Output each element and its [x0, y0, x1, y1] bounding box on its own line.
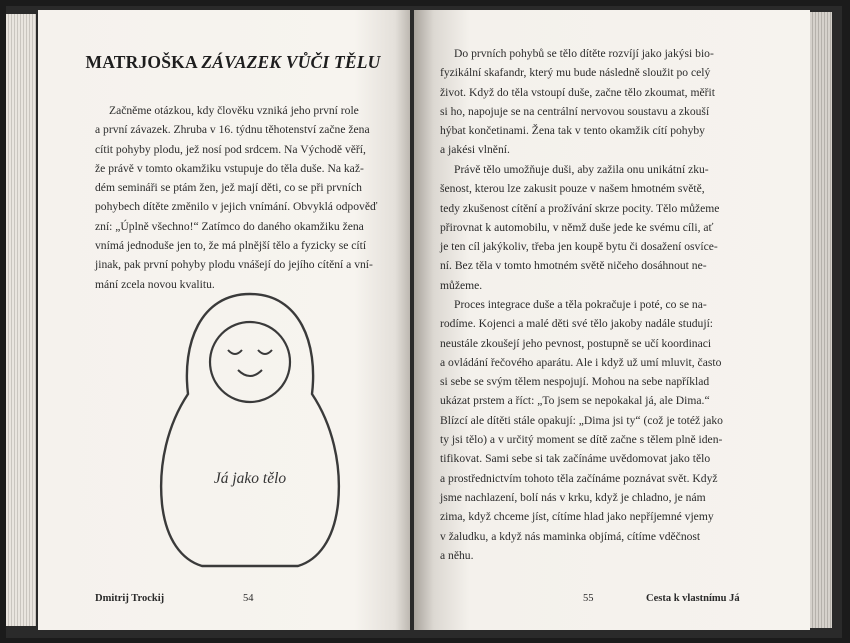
chapter-title [78, 52, 388, 73]
text-line: ukázat prstem a říct: „To jsem se nepokakal já, ale Dima.“ [440, 394, 710, 408]
text-line: si ho, napojuje se na centrální nervovou soustavu a zkouší [440, 104, 710, 118]
text-line: cítit pohyby plodu, jež nosí pod srdcem. Na Východě věří, [95, 142, 366, 156]
doll-face [210, 322, 290, 402]
text-line: a prostřednictvím tohoto těla začínáme poznávat svět. Když [440, 471, 718, 485]
text-line: a ovládání řečového aparátu. Ale i když už umí mluvit, často [440, 355, 722, 369]
footer-book-title: Cesta k vlastnímu Já [646, 593, 740, 604]
text-line: zní: „Úplně všechno!“ Zatímco do daného okamžiku žena [95, 219, 364, 233]
text-line: Blízcí ale dítěti stále opakují: „Dima jsi ty“ (což je totéž jako [440, 413, 723, 427]
text-line: můžeme. [440, 278, 483, 292]
matryoshka-doll-illustration [158, 292, 342, 568]
text-line: zima, když chceme jíst, cítíme hlad jako nepříjemné vjemy [440, 510, 714, 524]
title-emphasis: ZÁVAZEK VŮČI TĚLU [201, 52, 381, 72]
text-line: život. Když do těla vstoupí duše, začne tělo zkoumat, měřit [440, 85, 715, 99]
doll-label: Já jako tělo [213, 470, 287, 487]
text-line: Do prvních pohybů se tělo dítěte rozvíjí jako jakýsi bio- [454, 47, 714, 60]
text-line: Začněme otázkou, kdy člověku vzniká jeho první role [109, 104, 359, 117]
doll-outline [161, 294, 339, 566]
doll-left-eye [228, 350, 242, 354]
text-line: tedy zkušenost cítění a prožívání skrze pocity. Tělo můžeme [440, 201, 720, 215]
text-line: ní. Bez těla v tomto hmotném světě ničeho dosáhnout ne- [440, 259, 707, 273]
text-line: dém semináři se ptám žen, jež mají děti, co se při prvních [95, 181, 362, 195]
text-line: a něhu. [440, 548, 474, 562]
text-line: je ten cíl jakýkoliv, třeba jen koupě bytu či dosažení osvíce- [440, 240, 718, 254]
right-paragraph-2 [440, 160, 742, 295]
text-line: tifikovat. Sami sebe si tak začínáme uvědomovat jako tělo [440, 452, 711, 466]
title-main: MATRJOŠKA [85, 52, 197, 72]
text-line: rodíme. Kojenci a malé děti své tělo jakoby nadále studují: [440, 317, 714, 331]
right-paragraph-1 [440, 44, 742, 160]
text-line: ty jsi tělo) a v určitý moment se dítě začne s tělem plně iden- [440, 433, 723, 447]
text-line: neustále zkoušejí jeho pevnost, postupně se učí koordinaci [440, 336, 712, 350]
right-paragraph-3 [440, 295, 742, 565]
page-edges-left [6, 14, 36, 626]
page-number-right: 55 [583, 593, 594, 604]
text-line: Proces integrace duše a těla pokračuje i poté, co se na- [454, 298, 707, 311]
page-edges-right [810, 12, 832, 628]
doll-smile [238, 370, 262, 376]
page-number-left: 54 [243, 593, 254, 604]
doll-right-eye [258, 350, 272, 354]
text-line: si sebe se svým tělem nespojují. Mohou na sebe například [440, 375, 710, 389]
text-line: jsme nachlazení, bolí nás v krku, když je chladno, je nám [440, 490, 706, 504]
text-line: přirovnat k automobilu, v němž duše jede ke svému cíli, ať [440, 220, 714, 234]
text-line: a první závazek. Zhruba v 16. týdnu těhotenství začne žena [95, 123, 370, 137]
text-line: mání zcela novou kvalitu. [95, 277, 215, 291]
text-line: šenost, kterou lze zakusit pouze v našem hmotném světě, [440, 182, 705, 196]
text-line: pohybech dítěte změnilo v jejich vnímání. Obvyklá odpověď [95, 200, 378, 214]
text-line: hýbat končetinami. Žena tak v tento okamžik cítí pohyby [440, 124, 705, 138]
text-line: vnímá jednoduše jen to, že má plnější tělo a fyzicky se cítí [95, 239, 367, 253]
left-paragraph [95, 101, 378, 294]
text-line: a jakési vlnění. [440, 143, 510, 157]
footer-author: Dmitrij Trockij [95, 593, 165, 604]
text-line: že právě v tomto okamžiku vstupuje do těla duše. Na kaž- [95, 161, 364, 175]
text-line: fyzikální skafandr, který mu bude následně sloužit po celý [440, 66, 711, 80]
text-line: jinak, pak první pohyby plodu vnášejí do jejího cítění a vní- [95, 258, 373, 272]
text-line: v žaludku, a když nás maminka objímá, cítíme vděčnost [440, 529, 701, 543]
text-line: Právě tělo umožňuje duši, aby zažila onu unikátní zku- [454, 163, 709, 176]
